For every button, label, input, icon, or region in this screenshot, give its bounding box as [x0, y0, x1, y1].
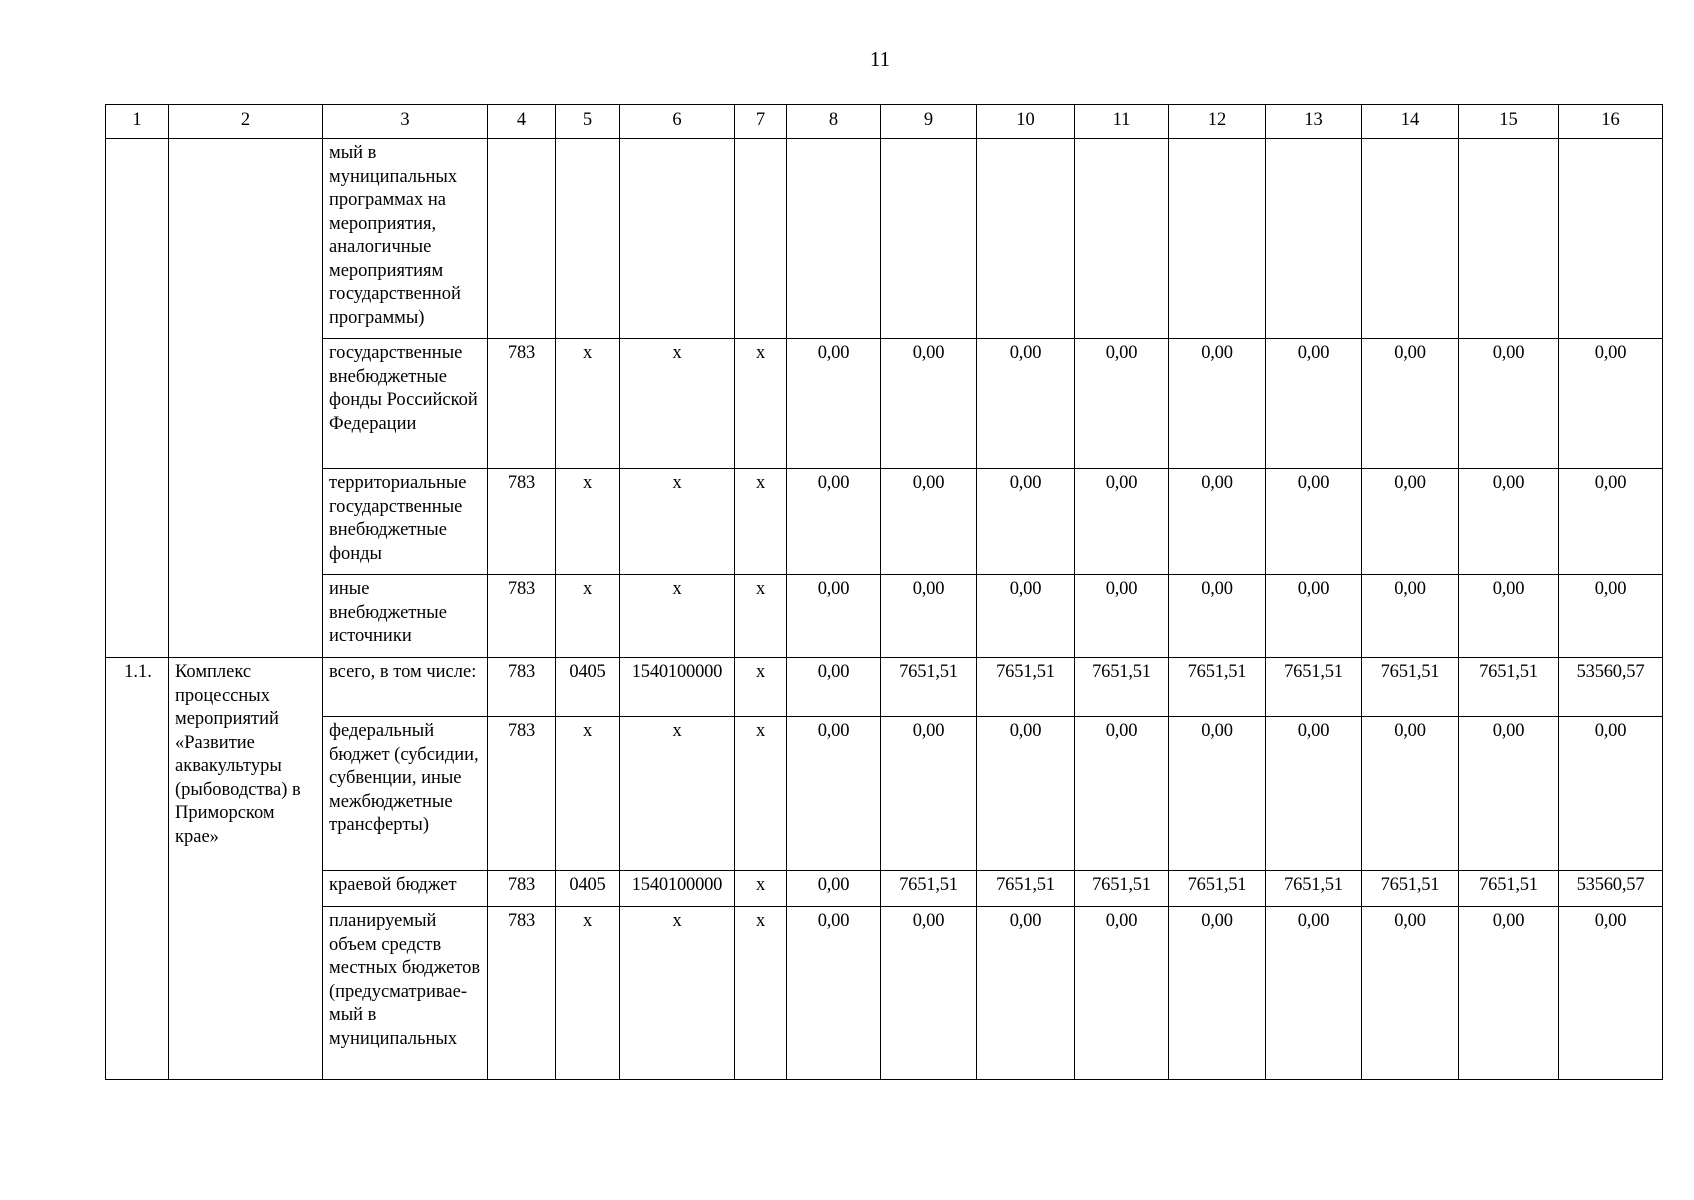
- cell-source: федеральный бюджет (субсидии, субвенции, иные межбюджетные трансферты): [323, 717, 488, 871]
- cell-value: [787, 139, 881, 339]
- cell-value: 0,00: [1266, 907, 1362, 1080]
- cell-value: [1266, 139, 1362, 339]
- cell-value: 0,00: [1266, 575, 1362, 658]
- cell-value: 7651,51: [1459, 871, 1559, 907]
- column-header: 5: [556, 105, 620, 139]
- cell-value: 0,00: [1559, 469, 1663, 575]
- cell-source: территориальные государственные внебюджетные фонды: [323, 469, 488, 575]
- cell-value: 0,00: [1559, 717, 1663, 871]
- cell-value: x: [556, 339, 620, 469]
- cell-source: иные внебюджетные источники: [323, 575, 488, 658]
- cell-value: [881, 139, 977, 339]
- column-header: 14: [1362, 105, 1459, 139]
- cell-value: 0,00: [1362, 717, 1459, 871]
- cell-value: 0,00: [1459, 717, 1559, 871]
- cell-value: 783: [488, 339, 556, 469]
- cell-value: 7651,51: [977, 658, 1075, 717]
- cell-value: 0,00: [1459, 907, 1559, 1080]
- table-row: [106, 469, 1663, 575]
- cell-value: 0,00: [1266, 717, 1362, 871]
- cell-value: [1362, 139, 1459, 339]
- cell-value: 0,00: [1266, 469, 1362, 575]
- cell-value: 7651,51: [1459, 658, 1559, 717]
- cell-value: 0,00: [1559, 575, 1663, 658]
- cell-value: [1459, 139, 1559, 339]
- cell-value: 0,00: [977, 907, 1075, 1080]
- cell-value: 0,00: [1362, 907, 1459, 1080]
- cell-value: x: [556, 575, 620, 658]
- cell-value: 0,00: [787, 575, 881, 658]
- cell-value: x: [735, 717, 787, 871]
- cell-value: 0,00: [1169, 469, 1266, 575]
- cell-value: 0,00: [787, 907, 881, 1080]
- cell-value: [488, 139, 556, 339]
- cell-value: x: [735, 469, 787, 575]
- cell-value: 0,00: [977, 717, 1075, 871]
- cell-value: 7651,51: [881, 871, 977, 907]
- table-row: [106, 139, 1663, 339]
- cell-number: [106, 139, 169, 658]
- page-number: 11: [869, 47, 891, 71]
- cell-value: [1559, 139, 1663, 339]
- cell-value: 783: [488, 575, 556, 658]
- cell-value: 0,00: [1362, 469, 1459, 575]
- cell-value: 783: [488, 717, 556, 871]
- table-row: [106, 658, 1663, 717]
- cell-value: 0,00: [1075, 717, 1169, 871]
- cell-value: x: [735, 871, 787, 907]
- cell-value: x: [556, 717, 620, 871]
- cell-value: x: [735, 907, 787, 1080]
- column-header: 2: [169, 105, 323, 139]
- cell-value: 0,00: [1075, 575, 1169, 658]
- cell-value: 0,00: [1169, 717, 1266, 871]
- cell-value: 7651,51: [1362, 658, 1459, 717]
- cell-value: 0,00: [977, 575, 1075, 658]
- cell-value: 0,00: [1169, 575, 1266, 658]
- cell-name: [169, 139, 323, 658]
- cell-value: [556, 139, 620, 339]
- cell-value: 1540100000: [620, 658, 735, 717]
- cell-value: 0,00: [787, 339, 881, 469]
- cell-value: 0,00: [1075, 469, 1169, 575]
- cell-value: 0,00: [881, 469, 977, 575]
- cell-value: 0,00: [1459, 469, 1559, 575]
- header-row: [106, 105, 1663, 139]
- cell-name: Комплекс процессных мероприятий «Развитие аквакультуры (рыбоводства) в Приморском крае»: [169, 658, 323, 1080]
- cell-value: 7651,51: [1169, 658, 1266, 717]
- cell-value: x: [735, 575, 787, 658]
- table-row: [106, 717, 1663, 871]
- cell-value: x: [735, 339, 787, 469]
- column-header: 7: [735, 105, 787, 139]
- column-header: 6: [620, 105, 735, 139]
- table-row: [106, 871, 1663, 907]
- cell-value: 53560,57: [1559, 871, 1663, 907]
- cell-value: 0405: [556, 871, 620, 907]
- cell-value: x: [620, 717, 735, 871]
- cell-source: государственные внебюджетные фонды Российской Федерации: [323, 339, 488, 469]
- cell-value: [735, 139, 787, 339]
- cell-value: 1540100000: [620, 871, 735, 907]
- cell-value: 7651,51: [1266, 658, 1362, 717]
- table-row: [106, 575, 1663, 658]
- cell-value: 0,00: [1169, 339, 1266, 469]
- cell-value: 0,00: [787, 469, 881, 575]
- cell-value: 783: [488, 907, 556, 1080]
- column-header: 4: [488, 105, 556, 139]
- column-header: 11: [1075, 105, 1169, 139]
- cell-value: 0,00: [1075, 339, 1169, 469]
- cell-value: 7651,51: [977, 871, 1075, 907]
- table-row: [106, 907, 1663, 1080]
- cell-number: 1.1.: [106, 658, 169, 1080]
- cell-value: x: [735, 658, 787, 717]
- column-header: 12: [1169, 105, 1266, 139]
- cell-value: 0,00: [1459, 575, 1559, 658]
- cell-source: планируемый объем средств местных бюджетов (предусматривае-мый в муниципальных: [323, 907, 488, 1080]
- cell-value: 0,00: [1559, 339, 1663, 469]
- cell-value: x: [556, 907, 620, 1080]
- column-header: 9: [881, 105, 977, 139]
- cell-value: 7651,51: [1169, 871, 1266, 907]
- cell-value: 0,00: [1266, 339, 1362, 469]
- cell-value: 0,00: [977, 469, 1075, 575]
- cell-value: 7651,51: [1075, 658, 1169, 717]
- cell-value: 0,00: [1362, 575, 1459, 658]
- cell-value: x: [620, 575, 735, 658]
- cell-value: [977, 139, 1075, 339]
- cell-value: 0,00: [881, 575, 977, 658]
- cell-value: 0,00: [1559, 907, 1663, 1080]
- cell-value: 0,00: [977, 339, 1075, 469]
- cell-value: [1075, 139, 1169, 339]
- cell-value: 7651,51: [1362, 871, 1459, 907]
- cell-value: 7651,51: [1266, 871, 1362, 907]
- cell-value: x: [620, 907, 735, 1080]
- cell-value: 0,00: [1362, 339, 1459, 469]
- cell-value: 7651,51: [881, 658, 977, 717]
- cell-value: 0,00: [881, 907, 977, 1080]
- cell-value: 53560,57: [1559, 658, 1663, 717]
- column-header: 10: [977, 105, 1075, 139]
- cell-source: всего, в том числе:: [323, 658, 488, 717]
- cell-value: 0405: [556, 658, 620, 717]
- budget-table: [105, 104, 1663, 1080]
- cell-value: 0,00: [1075, 907, 1169, 1080]
- cell-value: 0,00: [1459, 339, 1559, 469]
- cell-value: x: [620, 469, 735, 575]
- cell-value: 783: [488, 871, 556, 907]
- column-header: 1: [106, 105, 169, 139]
- table-row: [106, 339, 1663, 469]
- column-header: 3: [323, 105, 488, 139]
- cell-value: 0,00: [1169, 907, 1266, 1080]
- cell-value: 0,00: [787, 871, 881, 907]
- cell-value: 0,00: [787, 658, 881, 717]
- cell-value: 0,00: [787, 717, 881, 871]
- column-header: 13: [1266, 105, 1362, 139]
- cell-value: 0,00: [881, 717, 977, 871]
- cell-value: 0,00: [881, 339, 977, 469]
- column-header: 16: [1559, 105, 1663, 139]
- column-header: 8: [787, 105, 881, 139]
- cell-value: [620, 139, 735, 339]
- cell-value: 783: [488, 658, 556, 717]
- cell-value: [1169, 139, 1266, 339]
- cell-value: 7651,51: [1075, 871, 1169, 907]
- cell-value: 783: [488, 469, 556, 575]
- cell-value: x: [620, 339, 735, 469]
- column-header: 15: [1459, 105, 1559, 139]
- cell-value: x: [556, 469, 620, 575]
- cell-source: мый в муниципальных программах на мероприятия, аналогичные мероприятиям государственной программы): [323, 139, 488, 339]
- cell-source: краевой бюджет: [323, 871, 488, 907]
